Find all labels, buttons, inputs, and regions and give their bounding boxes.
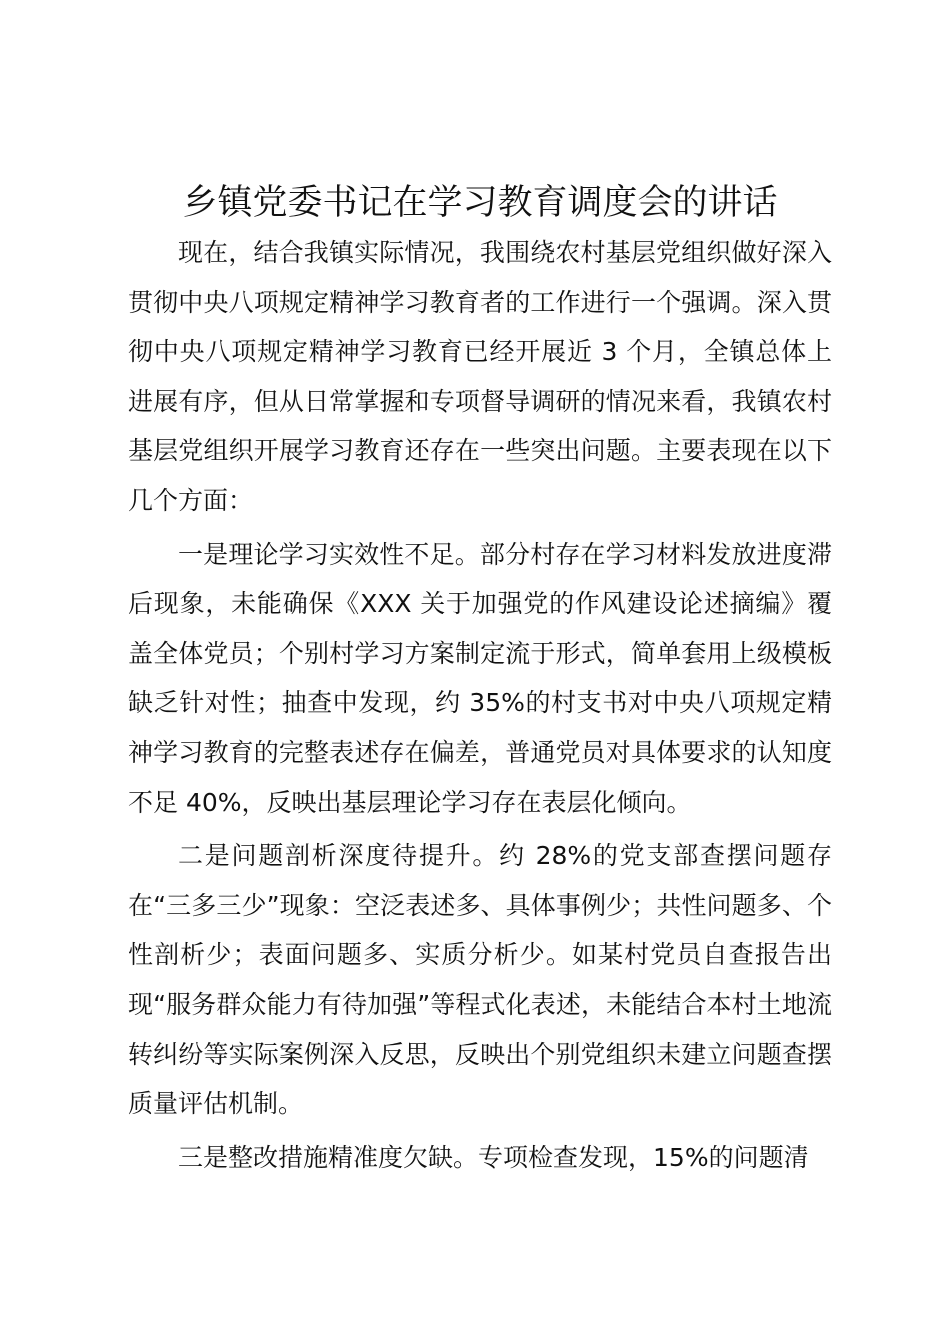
paragraph-point-one: 一是理论学习实效性不足。部分村存在学习材料发放进度滞后现象，未能确保《XXX 关于加强党的作风建设论述摘编》覆盖全体党员；个别村学习方案制定流于形式，简单套用上级模板缺乏针对性；抽查中发现，约 35%的村支书对中央八项规定精神学习教育的完整表述存在偏差，普通党员对具体要求的认知度不足 40%，反映出基层理论学习存在表层化倾向。 [128,539,832,817]
paragraph-intro: 现在，结合我镇实际情况，我围绕农村基层党组织做好深入贯彻中央八项规定精神学习教育者的工作进行一个强调。深入贯彻中央八项规定精神学习教育已经开展近 3 个月，全镇总体上进展有序，但从日常掌握和专项督导调研的情况来看，我镇农村基层党组织开展学习教育还存在一些突出问题。主要表现在以下几个方面： [128,238,832,515]
paragraph-point-three: 三是整改措施精准度欠缺。专项检查发现，15%的问题清 [178,1142,809,1172]
paragraph-point-two: 二是问题剖析深度待提升。约 28%的党支部查摆问题存在“三多三少”现象：空泛表述多、具体事例少；共性问题多、个性剖析少；表面问题多、实质分析少。如某村党员自查报告出现“服务群众能力有待加强”等程式化表述，未能结合本村土地流转纠纷等实际案例深入反思，反映出个别党组织未建立问题查摆质量评估机制。 [128,841,832,1119]
document-title: 乡镇党委书记在学习教育调度会的讲话 [182,183,778,223]
document-body [128,178,832,1182]
